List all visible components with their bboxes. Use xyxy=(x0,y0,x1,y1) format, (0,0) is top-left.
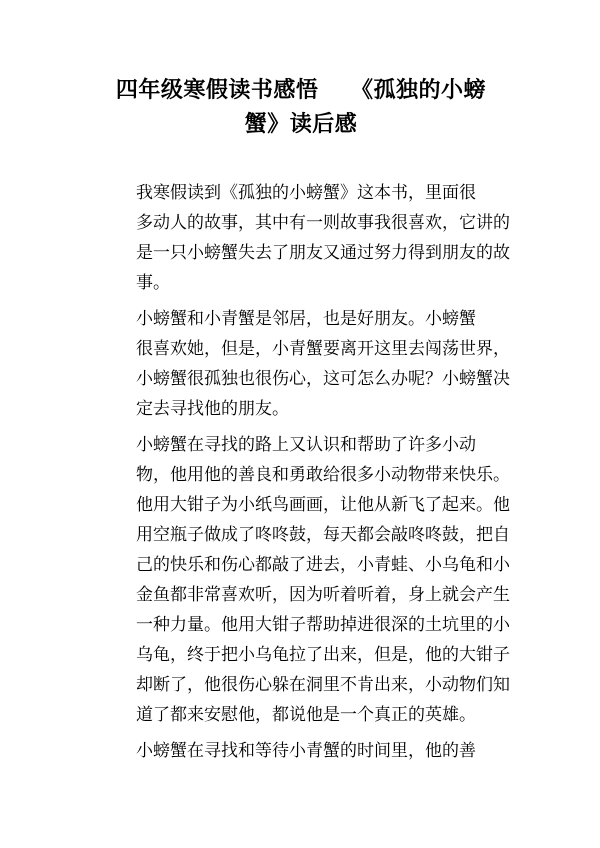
paragraph-1 xyxy=(102,178,510,298)
page-title xyxy=(96,74,506,142)
paragraph-3 xyxy=(102,430,510,730)
text-line: 定去寻找他的朋友。 xyxy=(136,399,289,419)
text-line: 小螃蟹和小青蟹是邻居，也是好朋友。小螃蟹 xyxy=(136,309,476,329)
text-line: 是一只小螃蟹失去了朋友又通过努力得到朋友的故 xyxy=(136,243,510,263)
text-line: 己的快乐和伤心都敲了进去，小青蛙、小乌龟和小 xyxy=(136,555,510,575)
text-line: 一种力量。他用大钳子帮助掉进很深的土坑里的小 xyxy=(136,615,510,635)
text-line: 却断了，他很伤心躲在洞里不肯出来，小动物们知 xyxy=(136,675,510,695)
text-line: 多动人的故事，其中有一则故事我很喜欢，它讲的 xyxy=(136,213,510,233)
text-line: 事。 xyxy=(136,273,170,293)
title-line-1: 四年级寒假读书感悟 《孤独的小螃 xyxy=(115,78,487,103)
paragraph-4 xyxy=(102,736,500,766)
text-line: 小螃蟹在寻找和等待小青蟹的时间里，他的善 xyxy=(136,741,476,761)
text-line: 用空瓶子做成了咚咚鼓，每天都会敲咚咚鼓，把自 xyxy=(136,525,510,545)
text-line: 道了都来安慰他，都说他是一个真正的英雄。 xyxy=(136,705,476,725)
text-line: 很喜欢她，但是，小青蟹要离开这里去闯荡世界， xyxy=(136,339,510,359)
text-line: 物，他用他的善良和勇敢给很多小动物带来快乐。 xyxy=(136,465,510,485)
text-line: 他用大钳子为小纸鸟画画，让他从新飞了起来。他 xyxy=(136,495,510,515)
text-line: 金鱼都非常喜欢听，因为听着听着，身上就会产生 xyxy=(136,585,510,605)
text-line: 乌龟，终于把小乌龟拉了出来，但是，他的大钳子 xyxy=(136,645,510,665)
paragraph-2 xyxy=(102,304,510,424)
text-line: 小螃蟹很孤独也很伤心，这可怎么办呢？小螃蟹决 xyxy=(136,369,510,389)
article-body xyxy=(102,178,510,772)
title-line-2: 蟹》读后感 xyxy=(244,112,358,137)
text-line: 小螃蟹在寻找的路上又认识和帮助了许多小动 xyxy=(136,435,476,455)
text-line: 我寒假读到《孤独的小螃蟹》这本书，里面很 xyxy=(136,183,476,203)
